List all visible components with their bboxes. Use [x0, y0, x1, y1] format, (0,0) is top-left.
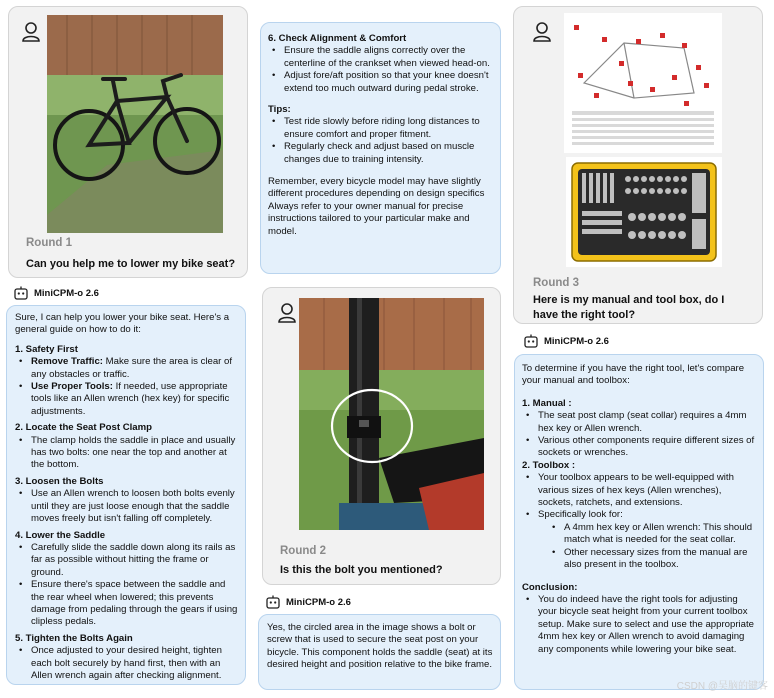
round1-user-card: [8, 6, 248, 278]
list-item: • You do indeed have the right tools for adjusting your bicycle seat height from your current toolbox setup. Make sure to select and use the appropriate 4mm hex key or Allen wrench to avoid damaging any components while lowering your bike seat.: [522, 594, 758, 656]
list-item: • Specifically look for:: [522, 509, 758, 521]
round2-user-card: [262, 287, 501, 585]
answer1-text: [15, 312, 241, 682]
list-item: • Regularly check and adjust based on muscle changes due to training intensity.: [268, 141, 496, 166]
list-item: • The clamp holds the saddle in place and usually has two bolts: one near the top and another at the bottom.: [15, 435, 241, 472]
robot-icon: [14, 286, 28, 300]
closing-remark: Remember, every bicycle model may have slightly different procedures depending on design specifics Always refer to your owner manual for precise instructions tailored to your particular make and model.: [268, 176, 485, 237]
section-title: Conclusion:: [522, 581, 578, 593]
round3-user-card: [513, 6, 763, 324]
bot-name: MiniCPM-o 2.6: [286, 596, 351, 608]
bike-photo: [47, 15, 223, 233]
answer3-card: [514, 354, 764, 690]
answer1-continued-text: [268, 33, 496, 238]
list-item: • Adjust fore/aft position so that your knee doesn't extend too much outward during pedal stroke.: [268, 70, 496, 95]
answer-intro: Sure, I can help you lower your bike seat. Here's a general guide on how to do it:: [15, 312, 230, 336]
section-title: 1. Manual :: [522, 397, 572, 409]
watermark: CSDN @吴脑的键客: [676, 681, 768, 692]
round-label: Round 1: [26, 237, 72, 249]
list-item: • Various other components require different sizes of sockets or wrenches.: [522, 435, 758, 460]
user-avatar-icon: [21, 21, 41, 43]
round-label: Round 2: [280, 545, 326, 557]
answer2-text: Yes, the circled area in the image shows a bolt or screw that is used to secure the seat post on your bicycle. This component holds the saddle (seat) at its desired height and position relative to the bike frame.: [267, 622, 493, 671]
step-title: 1. Safety First: [15, 343, 78, 355]
section-title: 2. Toolbox :: [522, 459, 576, 471]
bot-label: [266, 595, 351, 609]
list-item: • Remove Traffic: Make sure the area is clear of any obstacles or traffic.: [15, 356, 241, 381]
user-question: Here is my manual and tool box, do I have the right tool?: [533, 294, 725, 321]
list-item: • Once adjusted to your desired height, tighten each bolt securely by hand first, then with an Allen wrench again after checking alignment.: [15, 645, 241, 682]
step-title: 5. Tighten the Bolts Again: [15, 632, 133, 644]
robot-icon: [266, 595, 280, 609]
list-item: • The seat post clamp (seat collar) requires a 4mm hex key or Allen wrench.: [522, 410, 758, 435]
answer3-text: [522, 363, 758, 656]
sub-list-item: • A 4mm hex key or Allen wrench: This should match what is needed for the seat collar.: [522, 522, 758, 547]
bot-name: MiniCPM-o 2.6: [544, 335, 609, 347]
tips-title: Tips:: [268, 104, 291, 116]
list-item: • Ensure the saddle aligns correctly over the centerline of the crankset when viewed head-on.: [268, 45, 496, 70]
toolbox-image: [566, 157, 722, 267]
bot-label: [524, 334, 609, 348]
bot-name: MiniCPM-o 2.6: [34, 287, 99, 299]
seat-post-photo: [299, 298, 484, 530]
step-title: 3. Loosen the Bolts: [15, 475, 104, 487]
bot-label: [14, 286, 99, 300]
list-item: • Use Proper Tools: If needed, use appropriate tools like an Allen wrench (hex key) for specific adjustments.: [15, 381, 241, 418]
user-avatar-icon: [532, 21, 552, 43]
sub-list-item: • Other necessary sizes from the manual are also present in the toolbox.: [522, 547, 758, 572]
answer1-card: [6, 305, 246, 685]
manual-image: [564, 13, 722, 153]
list-item: • Ensure there's space between the saddle and the rear wheel when lowered; this prevents damage from pedaling through the gears if using clipless pedals.: [15, 579, 241, 629]
step-title: 6. Check Alignment & Comfort: [268, 33, 407, 44]
list-item: • Your toolbox appears to be well-equipped with various sizes of hex keys (Allen wrenches), sockets, ratchets, and extensions.: [522, 472, 758, 509]
list-item: • Use an Allen wrench to loosen both bolts evenly until they are just loose enough that the saddle moves freely but isn't falling off completely.: [15, 488, 241, 525]
answer1-continued-card: [260, 22, 501, 274]
step-title: 4. Lower the Saddle: [15, 529, 106, 541]
user-avatar-icon: [277, 302, 297, 324]
robot-icon: [524, 334, 538, 348]
list-item: • Test ride slowly before riding long distances to ensure comfort and proper fitment.: [268, 116, 496, 141]
user-question: Is this the bolt you mentioned?: [280, 564, 443, 576]
list-item: • Carefully slide the saddle down along its rails as far as possible without hitting the frame or ground.: [15, 542, 241, 579]
step-title: 2. Locate the Seat Post Clamp: [15, 422, 153, 434]
user-question: Can you help me to lower my bike seat?: [26, 258, 236, 270]
answer2-card: [258, 614, 501, 690]
answer-intro: To determine if you have the right tool, let's compare your manual and toolbox:: [522, 363, 745, 387]
round-label: Round 3: [533, 277, 579, 289]
